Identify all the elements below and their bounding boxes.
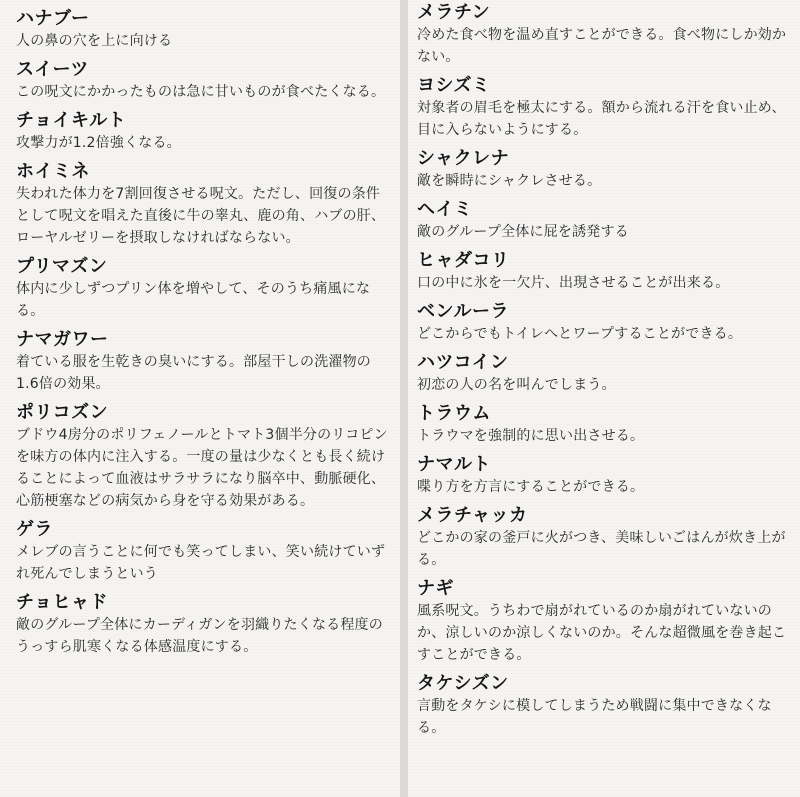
spell-description: 敵を瞬時にシャクレさせる。 <box>417 173 602 189</box>
spell-description: 人の鼻の穴を上に向ける <box>16 33 173 49</box>
spell-name: ホイミネ <box>16 161 90 182</box>
column-divider <box>400 0 408 797</box>
spell-name: トラウム <box>417 403 491 424</box>
spell-entry <box>417 199 789 243</box>
spell-description: 敵のグループ全体にカーディガンを羽織りたくなる程度のうっすら肌寒くなる体感温度にする。 <box>16 617 383 655</box>
spell-name: ナマルト <box>417 454 491 475</box>
spell-name: シャクレナ <box>417 148 510 169</box>
spell-name: プリマズン <box>16 256 108 277</box>
spell-description: 口の中に氷を一欠片、出現させることが出来る。 <box>417 275 730 291</box>
spell-entry <box>16 161 388 249</box>
spell-entry <box>417 352 789 396</box>
spell-name: チョイキルト <box>16 110 127 131</box>
spell-name: ゲラ <box>16 519 53 540</box>
spell-description: 冷めた食べ物を温め直すことができる。食べ物にしか効かない。 <box>417 27 787 65</box>
spell-entry <box>417 673 789 739</box>
spell-entry <box>16 592 388 658</box>
spell-entry <box>417 301 789 345</box>
spell-description: トラウマを強制的に思い出させる。 <box>417 428 645 444</box>
spell-name: ハナブー <box>16 8 90 29</box>
spell-entry <box>417 250 789 294</box>
spell-name: ナマガワー <box>16 329 109 350</box>
spell-entry <box>16 8 388 52</box>
spell-entry <box>417 505 789 571</box>
spell-description: 対象者の眉毛を極太にする。額から流れる汗を食い止め、目に入らないようにする。 <box>417 100 786 138</box>
spell-description: 攻撃力が1.2倍強くなる。 <box>16 135 181 151</box>
spell-name: ナギ <box>417 578 454 599</box>
spell-entry <box>16 59 388 103</box>
spell-description: 喋り方を方言にすることができる。 <box>417 479 645 495</box>
spell-description: 着ている服を生乾きの臭いにする。部屋干しの洗濯物の1.6倍の効果。 <box>16 354 371 392</box>
spell-name: スイーツ <box>16 59 89 80</box>
spell-name: タケシズン <box>417 673 509 694</box>
spell-name: ヨシズミ <box>417 75 491 96</box>
spell-entry <box>16 519 388 585</box>
spell-entry <box>16 329 388 395</box>
spell-name: メラチャッカ <box>417 505 528 526</box>
spell-entry <box>417 2 789 68</box>
spell-name: ヒャダコリ <box>417 250 510 271</box>
right-column <box>417 2 789 746</box>
spell-name: ベンルーラ <box>417 301 510 322</box>
spell-entry <box>417 148 789 192</box>
spell-description: 言動をタケシに模してしまうため戦闘に集中できなくなる。 <box>417 698 772 736</box>
spell-entry <box>16 402 388 512</box>
spell-entry <box>16 256 388 322</box>
spell-description: この呪文にかかったものは急に甘いものが食べたくなる。 <box>16 84 386 100</box>
spell-name: メラチン <box>417 2 491 23</box>
spell-entry <box>417 75 789 141</box>
spell-description: どこからでもトイレへとワープすることができる。 <box>417 326 743 342</box>
spell-description: 失われた体力を7割回復させる呪文。ただし、回復の条件として呪文を唱えた直後に牛の睾丸、鹿の角、ハブの肝、ローヤルゼリーを摂取しなければならない。 <box>16 186 386 246</box>
spell-description: 敵のグループ全体に屁を誘発する <box>417 224 629 240</box>
spell-entry <box>16 110 388 154</box>
spell-description: メレブの言うことに何でも笑ってしまい、笑い続けていずれ死んでしまうという <box>16 544 386 582</box>
spell-description: ブドウ4房分のポリフェノールとトマト3個半分のリコピンを味方の体内に注入する。一度の量は少なくとも長く続けることによって血液はサラサラになり脳卒中、動脈硬化、心筋梗塞などの病気から身を守る効果がある。 <box>16 427 388 509</box>
spell-description: どこかの家の釜戸に火がつき、美味しいごはんが炊き上がる。 <box>417 530 786 568</box>
spell-entry <box>417 454 789 498</box>
spell-name: ポリコズン <box>16 402 109 423</box>
spell-name: ハツコイン <box>417 352 509 373</box>
spell-name: チョヒャド <box>16 592 108 613</box>
spell-entry <box>417 578 789 666</box>
spell-description: 体内に少しずつプリン体を増やして、そのうち痛風になる。 <box>16 281 371 319</box>
left-column <box>16 8 388 665</box>
spell-name: ヘイミ <box>417 199 473 220</box>
spell-description: 初恋の人の名を叫んでしまう。 <box>417 377 616 393</box>
spell-description: 風系呪文。うちわで扇がれているのか扇がれていないのか、涼しいのか涼しくないのか。そんな超微風を巻き起こすことができる。 <box>417 603 787 663</box>
spell-entry <box>417 403 789 447</box>
